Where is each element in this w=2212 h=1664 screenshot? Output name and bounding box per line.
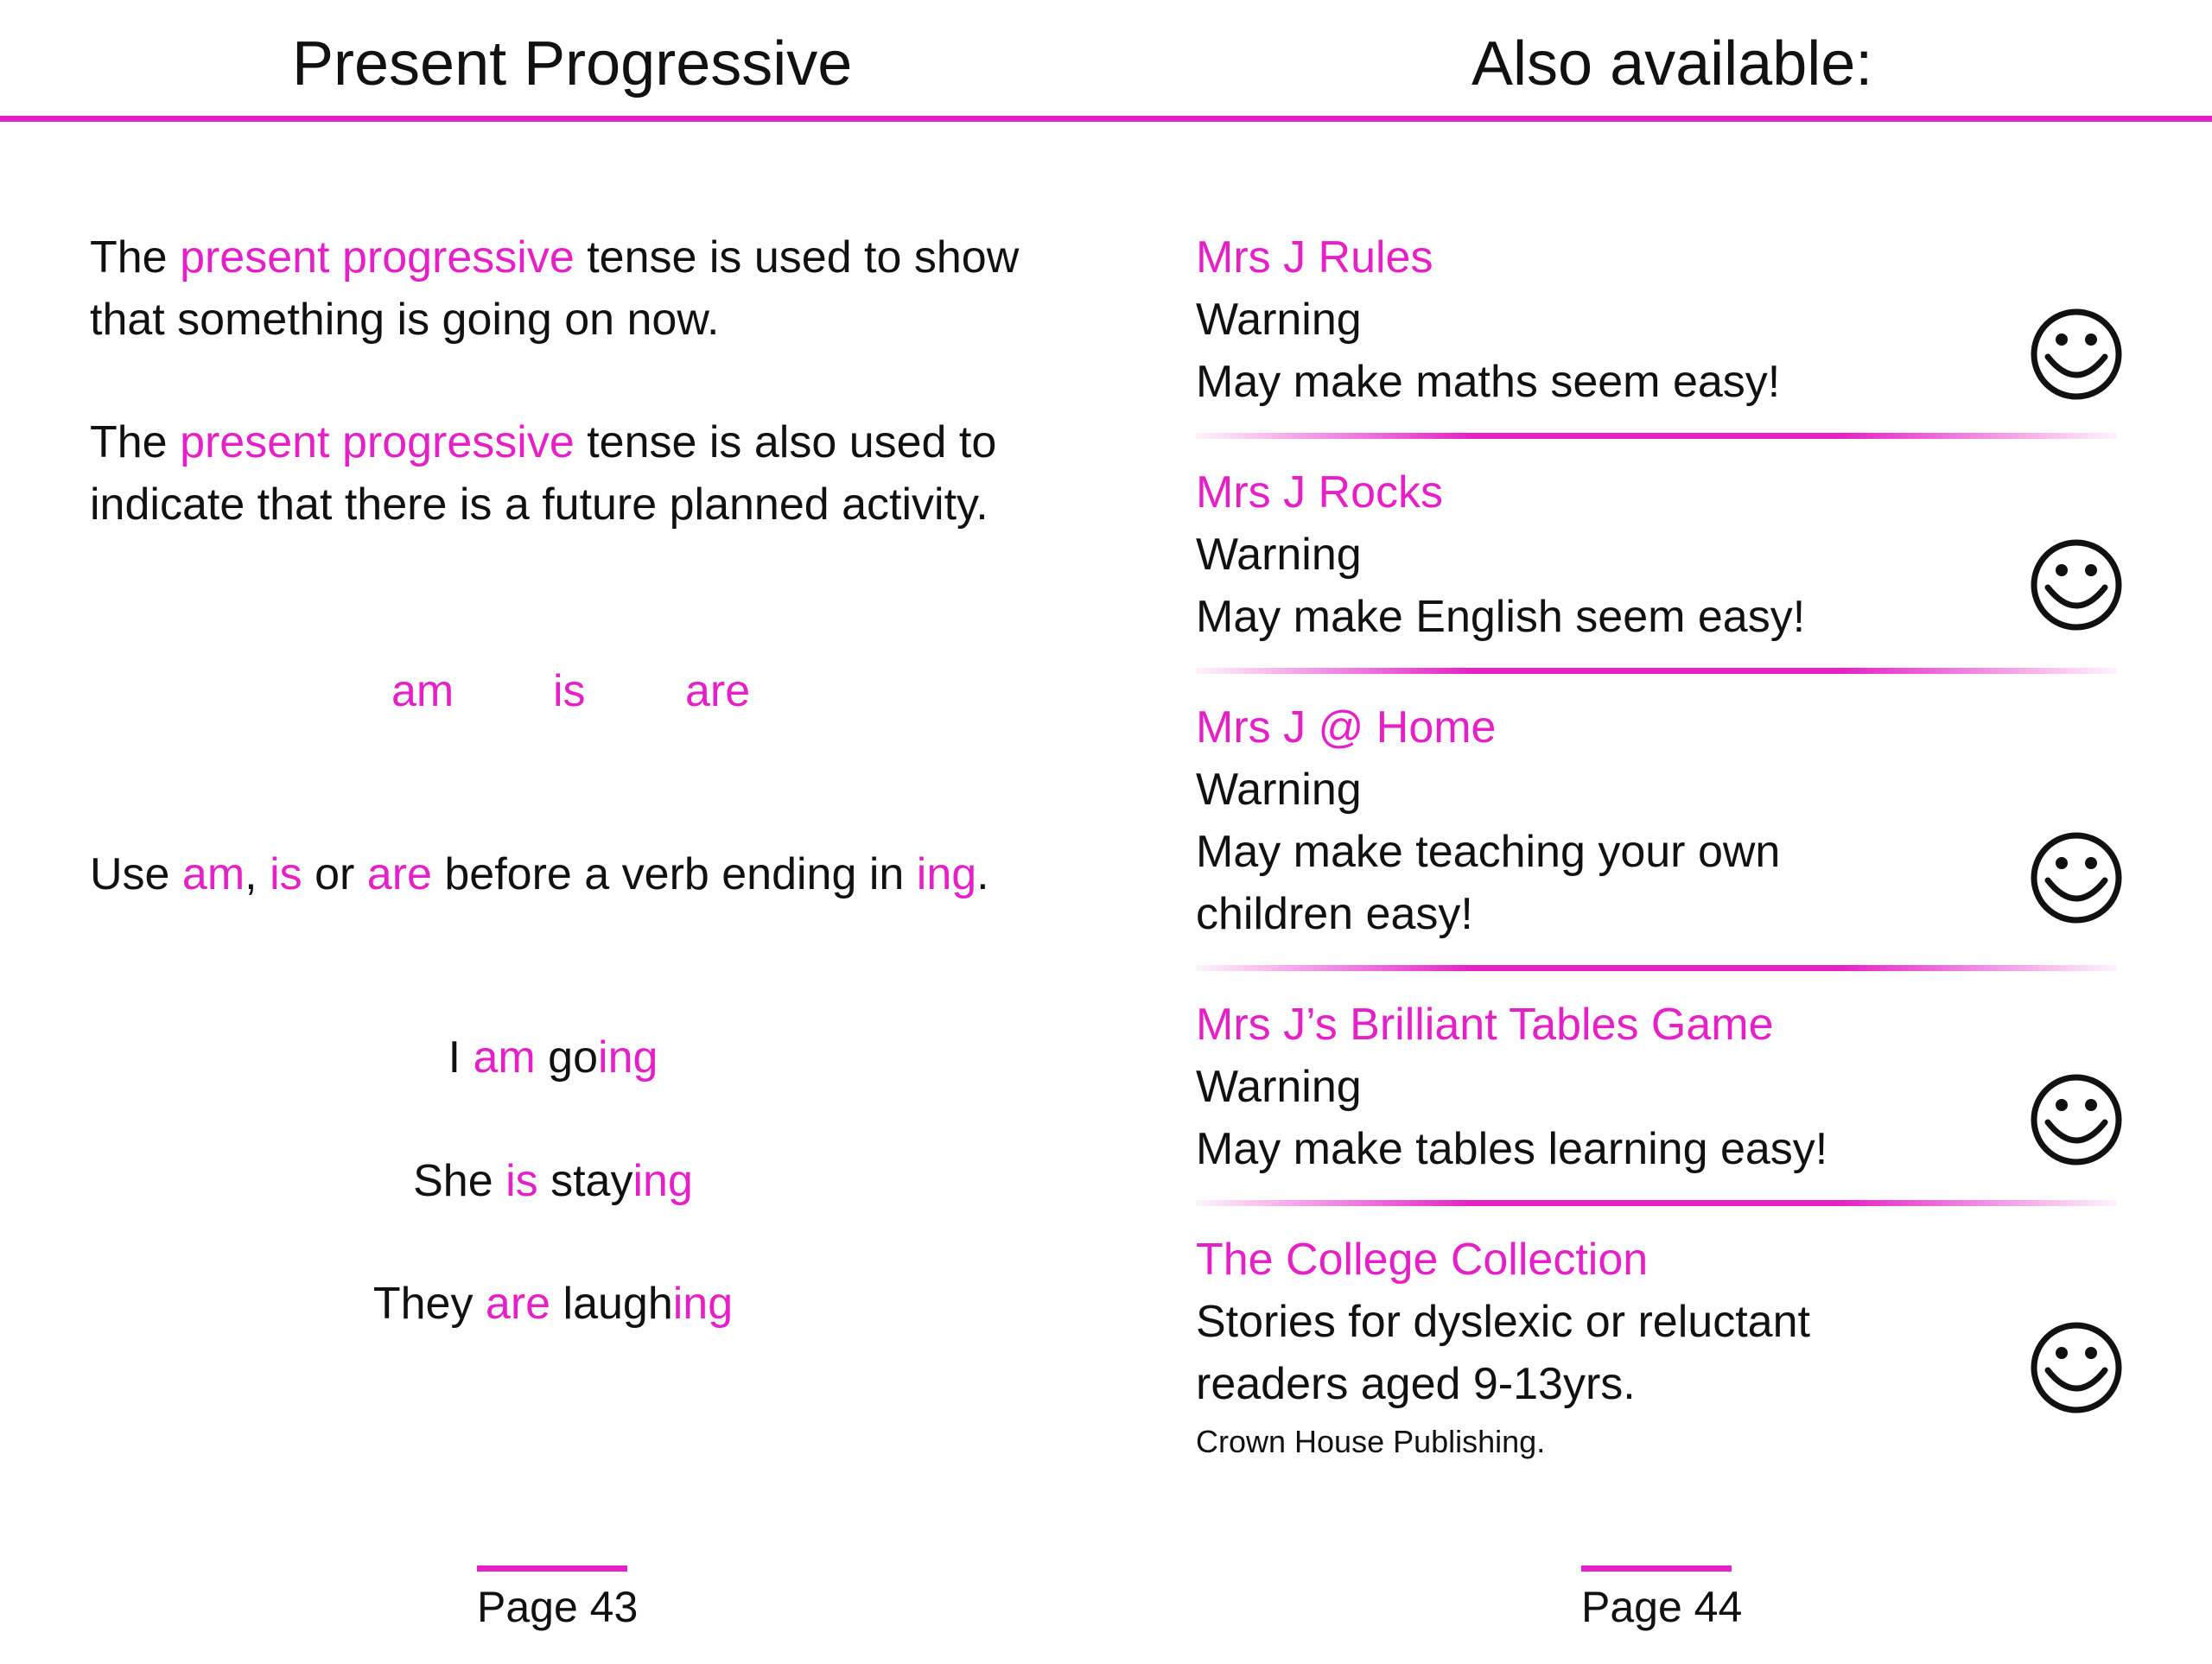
usage-sep2: or — [302, 849, 367, 899]
example-sentence-1 — [0, 1026, 1106, 1089]
para1-line2: that something is going on now. — [90, 295, 720, 345]
product-line1: Warning — [1196, 530, 1362, 580]
usage-suffix: ing — [916, 849, 977, 899]
product-title: Mrs J Rocks — [1196, 467, 1443, 518]
product-entry-4 — [1196, 994, 1827, 1180]
para2-term: present progressive — [180, 417, 575, 467]
product-entry-1 — [1196, 226, 1780, 413]
product-title: The College Collection — [1196, 1235, 1649, 1285]
smiley-icon — [2029, 1320, 2124, 1415]
product-line1: Warning — [1196, 765, 1362, 815]
example-sentence-2 — [0, 1150, 1106, 1212]
usage-is: is — [270, 849, 302, 899]
page-number-right: Page 44 — [1581, 1583, 1743, 1631]
usage-end: . — [976, 849, 989, 899]
example-aux: are — [485, 1279, 551, 1329]
example-aux: am — [473, 1032, 536, 1083]
para2-pre: The — [90, 417, 181, 467]
product-line2: readers aged 9-13yrs. — [1196, 1359, 1636, 1409]
example-suffix: ing — [598, 1032, 658, 1083]
page-number-rule-right — [1581, 1566, 1732, 1572]
example-suffix: ing — [672, 1279, 734, 1329]
example-suffix: ing — [632, 1156, 693, 1206]
right-page-title: Also available: — [1471, 29, 1873, 98]
para1-term: present progressive — [180, 232, 575, 283]
example-stem: go — [548, 1032, 599, 1083]
smiley-icon — [2029, 307, 2124, 402]
entry-divider — [1196, 1200, 2117, 1206]
header-divider — [0, 116, 2212, 122]
product-entry-2 — [1196, 461, 1805, 648]
example-aux: is — [505, 1156, 538, 1206]
page-number-rule-left — [477, 1566, 627, 1572]
aux-word-is: is — [553, 666, 586, 716]
page-number-left: Page 43 — [477, 1583, 639, 1631]
usage-pre: Use — [90, 849, 182, 899]
entry-divider — [1196, 433, 2117, 439]
usage-sep1: , — [245, 849, 270, 899]
product-line1: Warning — [1196, 1062, 1362, 1112]
product-line2: May make maths seem easy! — [1196, 357, 1781, 407]
product-line3: children easy! — [1196, 889, 1473, 939]
definition-paragraph-1 — [90, 226, 1019, 351]
product-entry-5 — [1196, 1229, 1810, 1462]
product-entry-3 — [1196, 696, 1780, 945]
product-title: Mrs J @ Home — [1196, 702, 1497, 753]
para1-pre: The — [90, 232, 181, 283]
example-subject: They — [372, 1279, 486, 1329]
usage-rule — [90, 843, 989, 905]
example-space — [550, 1279, 563, 1329]
entry-divider — [1196, 965, 2117, 971]
smiley-icon — [2029, 830, 2124, 925]
product-line2: May make teaching your own — [1196, 827, 1781, 877]
example-space — [538, 1156, 550, 1206]
publisher-note: Crown House Publishing. — [1196, 1424, 1546, 1459]
product-title: Mrs J’s Brilliant Tables Game — [1196, 1000, 1774, 1050]
example-stem: laugh — [563, 1279, 673, 1329]
smiley-icon — [2029, 537, 2124, 632]
example-stem: stay — [550, 1156, 633, 1206]
example-subject: I — [448, 1032, 474, 1083]
aux-word-am: am — [391, 666, 454, 716]
entry-divider — [1196, 668, 2117, 674]
usage-are: are — [366, 849, 432, 899]
product-title: Mrs J Rules — [1196, 232, 1433, 283]
para2-post: tense is also used to — [574, 417, 997, 467]
product-line2: May make English seem easy! — [1196, 592, 1806, 642]
usage-am: am — [181, 849, 245, 899]
example-sentence-3 — [0, 1273, 1106, 1335]
product-line2: May make tables learning easy! — [1196, 1124, 1828, 1174]
para1-post: tense is used to show — [574, 232, 1020, 283]
left-page-title: Present Progressive — [292, 29, 853, 98]
definition-paragraph-2 — [90, 411, 996, 536]
example-subject: She — [413, 1156, 506, 1206]
usage-mid: before a verb ending in — [431, 849, 917, 899]
smiley-icon — [2029, 1072, 2124, 1167]
aux-word-are: are — [685, 666, 751, 716]
product-line1: Warning — [1196, 295, 1362, 345]
product-line1: Stories for dyslexic or reluctant — [1196, 1297, 1810, 1347]
para2-line2: indicate that there is a future planned activity. — [90, 480, 988, 530]
example-space — [536, 1032, 548, 1083]
